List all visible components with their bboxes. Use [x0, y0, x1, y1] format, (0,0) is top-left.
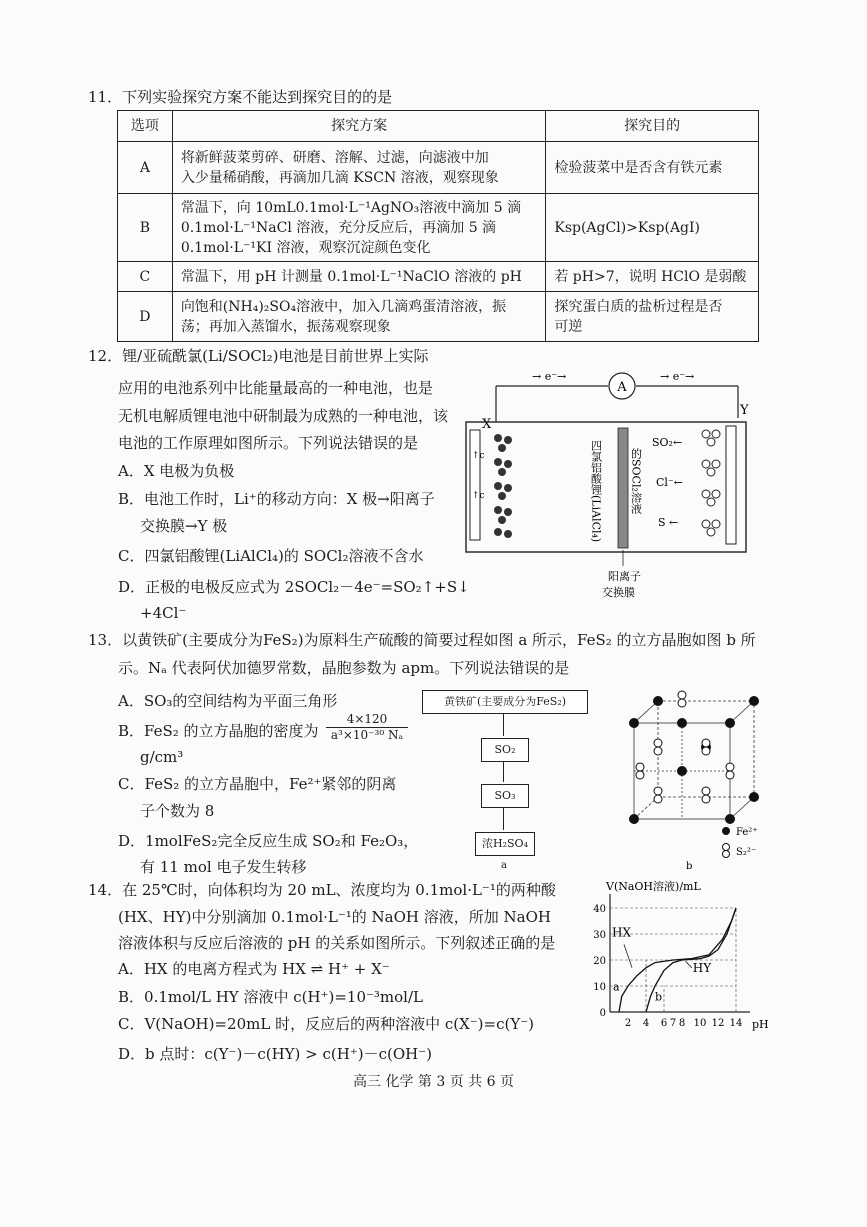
x-tick-label: 7	[669, 1018, 677, 1029]
fig-b-label: b	[686, 861, 693, 872]
row-goal: 若 pH>7，说明 HClO 是弱酸	[546, 262, 759, 292]
q12-stem-1: 12．锂/亚硫酰氯(Li/SOCl₂)电池是目前世界上实际	[88, 347, 429, 365]
membrane-caption-1: 阳离子	[608, 570, 641, 583]
q12-option-d-cont: +4Cl⁻	[140, 604, 187, 622]
legend-fe-label: Fe²⁺	[736, 827, 758, 838]
x-electrode-particles	[494, 434, 512, 538]
electron-flow-right: → e⁻→	[660, 370, 695, 383]
header-plan: 探究方案	[172, 111, 546, 142]
flow-arrow	[503, 714, 504, 736]
x-tick-label: 10	[693, 1018, 707, 1029]
row-option: D	[118, 292, 173, 342]
q14-option-c: C．V(NaOH)=20mL 时，反应后的两种溶液中 c(X⁻)=c(Y⁻)	[118, 1015, 535, 1033]
q13-option-d: D．1molFeS₂完全反应生成 SO₂和 Fe₂O₃，	[118, 832, 419, 850]
table-header-row	[118, 111, 759, 142]
x-tick-label: 6	[660, 1018, 668, 1029]
flow-box-so3: SO₃	[481, 784, 529, 808]
fe-ions	[629, 696, 759, 824]
y-electrode-label: Y	[740, 403, 749, 418]
cation-exchange-membrane	[618, 428, 628, 548]
titration-chart	[570, 880, 770, 1036]
q14-option-a: A．HX 的电离方程式为 HX ⇌ H⁺ + X⁻	[118, 960, 390, 978]
q12-option-b: B．电池工作时，Li⁺的移动方向：X 极→阳离子	[118, 490, 435, 508]
x-tick-label: 4	[642, 1018, 650, 1029]
density-fraction	[326, 712, 408, 743]
row-plan: 常温下，用 pH 计测量 0.1mol·L⁻¹NaClO 溶液的 pH	[172, 262, 546, 292]
x-electrode	[470, 430, 480, 540]
row-option: A	[118, 142, 173, 194]
q12-option-c: C．四氯铝酸锂(LiAlCl₄)的 SOCl₂溶液不含水	[118, 547, 424, 565]
q14-option-d: D．b 点时：c(Y⁻)－c(HY) > c(H⁺)－c(OH⁻)	[118, 1045, 433, 1063]
crystal-cell-diagram	[618, 683, 768, 873]
species-cl: Cl⁻←	[656, 476, 683, 489]
q12-option-d: D．正极的电极反应式为 2SOCl₂－4e⁻=SO₂↑+S↓	[118, 578, 470, 596]
legend-s2-icon	[723, 851, 730, 858]
electron-in-electrode: ↑c	[472, 451, 485, 461]
row-goal: 探究蛋白质的盐析过程是否 可逆	[546, 292, 759, 342]
q14-stem-3: 溶液体积与反应后溶液的 pH 的关系如图所示。下列叙述正确的是	[118, 934, 556, 952]
label-leader	[624, 944, 632, 967]
flow-box-h2so4: 浓H₂SO₄	[475, 832, 535, 856]
table-row	[118, 194, 759, 262]
q13-option-c-cont: 子个数为 8	[140, 802, 215, 820]
q13-option-d-cont: 有 11 mol 电子发生转移	[140, 858, 307, 876]
x-axis-label: pH	[752, 1018, 769, 1031]
row-option: C	[118, 262, 173, 292]
density-denominator: a³×10⁻³⁰ Nₐ	[326, 727, 408, 743]
electron-flow-left: → e⁻→	[532, 370, 567, 383]
label-leader	[686, 961, 692, 968]
y-tick-label: 20	[593, 956, 606, 967]
legend-fe-icon	[722, 827, 730, 835]
battery-diagram	[460, 368, 760, 600]
header-goal: 探究目的	[546, 111, 759, 142]
table-row	[118, 142, 759, 194]
flow-arrow	[503, 808, 504, 830]
point-b-label: b	[655, 990, 663, 1004]
series-label-hy: HY	[692, 960, 712, 975]
x-tick-label: 14	[729, 1018, 743, 1029]
membrane-caption-2: 交换膜	[602, 586, 635, 599]
q12-stem-4: 电池的工作原理如图所示。下列说法错误的是	[118, 434, 419, 452]
flow-box-pyrite: 黄铁矿(主要成分为FeS₂)	[422, 690, 588, 714]
table-row	[118, 262, 759, 292]
q13-option-b: B．FeS₂ 的立方晶胞的密度为	[118, 722, 319, 740]
q11-table	[117, 110, 759, 342]
row-goal: Ksp(AgCl)>Ksp(AgI)	[546, 194, 759, 262]
q13-option-a: A．SO₃的空间结构为平面三角形	[118, 692, 338, 710]
y-electrode	[726, 426, 736, 544]
ammeter-label: A	[617, 380, 627, 395]
q12-option-a: A．X 电极为负极	[118, 462, 235, 480]
y-electrode-particles	[702, 430, 720, 536]
header-option: 选项	[118, 111, 173, 142]
q12-option-b-cont: 交换膜→Y 极	[140, 517, 228, 535]
q14-option-b: B．0.1mol/L HY 溶液中 c(H⁺)=10⁻³mol/L	[118, 988, 423, 1006]
q13-option-c: C．FeS₂ 的立方晶胞中，Fe²⁺紧邻的阴离	[118, 775, 397, 793]
flow-box-so2: SO₂	[481, 738, 529, 762]
flow-arrow	[503, 762, 504, 782]
row-plan: 常温下，向 10mL0.1mol·L⁻¹AgNO₃溶液中滴加 5 滴 0.1mol·L⁻¹NaCl 溶液，充分反应后，再滴加 5 滴 0.1mol·L⁻¹KI 溶液，观察沉淀颜色变化	[172, 194, 546, 262]
x-electrode-label: X	[482, 417, 492, 432]
fig-a-label: a	[501, 860, 507, 871]
legend-s2-label: S₂²⁻	[736, 847, 757, 858]
row-plan: 将新鲜菠菜剪碎、研磨、溶解、过滤，向滤液中加 入少量稀硝酸，再滴加几滴 KSCN 溶液，观察现象	[172, 142, 546, 194]
y-axis-label: V(NaOH溶液)/mL	[606, 880, 701, 893]
y-tick-label: 30	[593, 930, 606, 941]
row-option: B	[118, 194, 173, 262]
x-tick-label: 8	[678, 1018, 686, 1029]
q12-stem-2: 应用的电池系列中比能量最高的一种电池，也是	[118, 379, 434, 397]
q14-stem-2: (HX、HY)中分别滴加 0.1mol·L⁻¹的 NaOH 溶液，所加 NaOH	[118, 908, 551, 926]
row-goal: 检验菠菜中是否含有铁元素	[546, 142, 759, 194]
x-tick-label: 12	[711, 1018, 725, 1029]
svg-text:↑c: ↑c	[472, 491, 485, 501]
q13-stem-2: 示。Nₐ 代表阿伏加德罗常数，晶胞参数为 apm。下列说法错误的是	[118, 659, 570, 677]
q12-stem-3: 无机电解质锂电池中研制最为成熟的一种电池，该	[118, 407, 449, 425]
series-label-hx: HX	[612, 925, 632, 940]
solvent-label: 的SOCl₂溶液	[629, 448, 643, 514]
y-tick-label: 0	[599, 1008, 606, 1019]
q14-stem-1: 14．在 25℃时，向体积均为 20 mL、浓度均为 0.1mol·L⁻¹的两种酸	[88, 881, 556, 899]
q13-stem-1: 13．以黄铁矿(主要成分为FeS₂)为原料生产硫酸的简要过程如图 a 所示，FeS₂ 的立方晶胞如图 b 所	[88, 631, 756, 649]
species-so2: SO₂←	[652, 436, 683, 449]
x-tick-label: 2	[624, 1018, 632, 1029]
page-footer: 高三 化学 第 3 页 共 6 页	[353, 1074, 514, 1090]
q13-option-b-cont: g/cm³	[140, 748, 184, 766]
density-numerator: 4×120	[346, 712, 388, 726]
q11-stem: 11．下列实验探究方案不能达到探究目的的是	[88, 88, 393, 106]
species-s: S ←	[658, 516, 679, 529]
table-row	[118, 292, 759, 342]
y-tick-label: 10	[593, 982, 606, 993]
row-plan: 向饱和(NH₄)₂SO₄溶液中，加入几滴鸡蛋清溶液，振 荡；再加入蒸馏水，振荡观察现象	[172, 292, 546, 342]
electrolyte-label: 四氯铝酸锂(LiAlCl₄)	[589, 440, 603, 543]
y-tick-label: 40	[593, 904, 606, 915]
point-a-label: a	[613, 980, 620, 994]
